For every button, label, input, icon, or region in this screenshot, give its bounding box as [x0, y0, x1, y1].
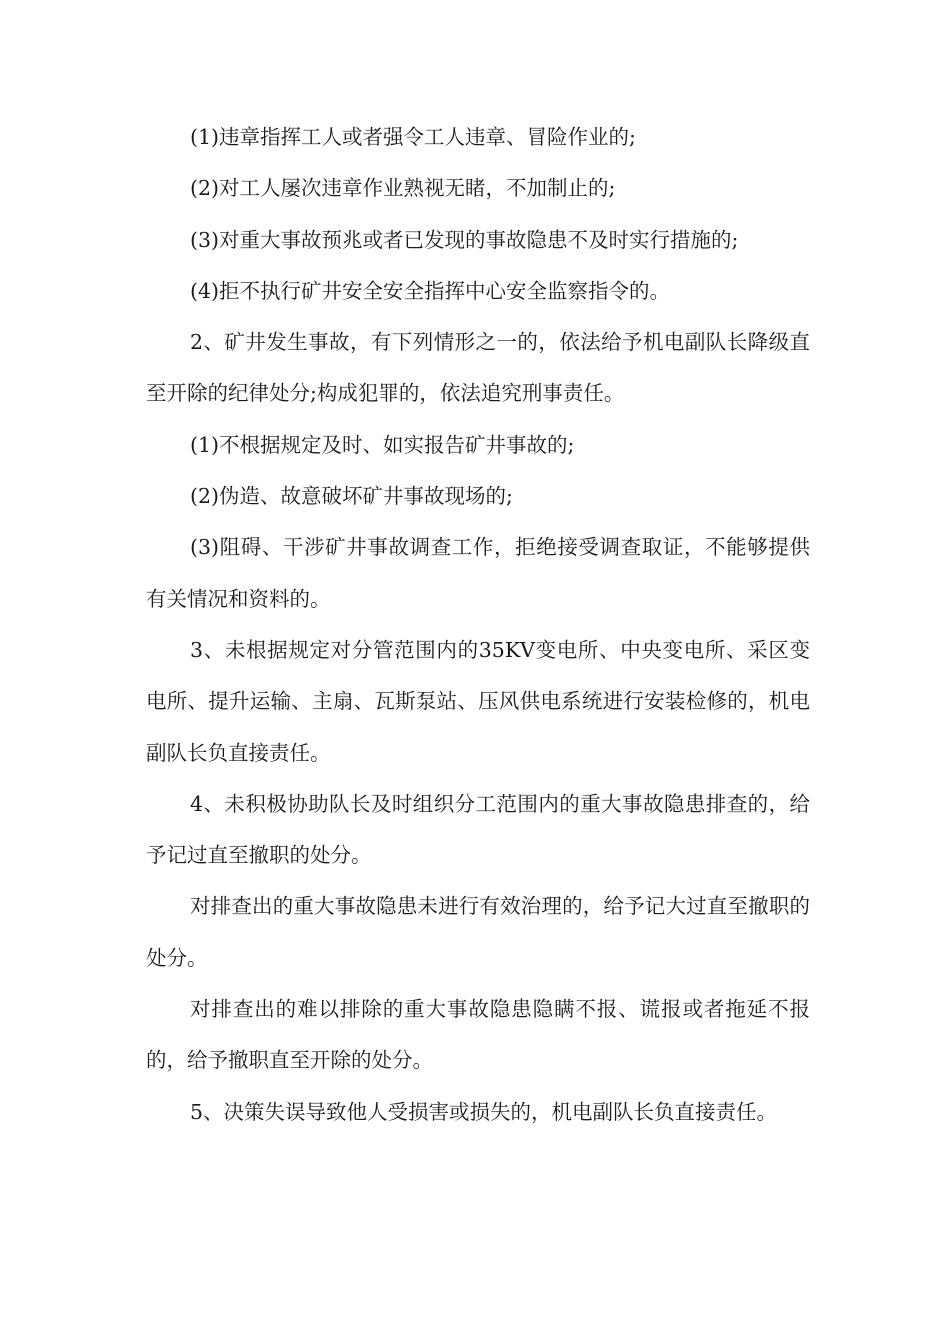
paragraph-8: (3)阻碍、干涉矿井事故调查工作，拒绝接受调查取证，不能够提供有关情况和资料的。	[146, 535, 810, 611]
document-page	[146, 112, 810, 1138]
paragraph-12: 对排查出的难以排除的重大事故隐患隐瞒不报、谎报或者拖延不报的，给予撤职直至开除的处分。	[146, 997, 810, 1073]
paragraph-5: 2、矿井发生事故，有下列情形之一的，依法给予机电副队长降级直至开除的纪律处分;构成犯罪的，依法追究刑事责任。	[146, 330, 810, 406]
paragraph-2: (2)对工人屡次违章作业熟视无睹，不加制止的;	[190, 176, 616, 201]
paragraph-3: (3)对重大事故预兆或者已发现的事故隐患不及时实行措施的;	[190, 227, 739, 252]
paragraph-13: 5、决策失误导致他人受损害或损失的，机电副队长负直接责任。	[190, 1099, 778, 1124]
paragraph-11: 对排查出的重大事故隐患未进行有效治理的，给予记大过直至撤职的处分。	[146, 894, 810, 970]
paragraph-1: (1)违章指挥工人或者强令工人违章、冒险作业的;	[190, 125, 636, 149]
paragraph-7: (2)伪造、故意破坏矿井事故现场的;	[190, 484, 513, 509]
paragraph-6: (1)不根据规定及时、如实报告矿井事故的;	[190, 432, 575, 457]
paragraph-4: (4)拒不执行矿井安全安全指挥中心安全监察指令的。	[190, 278, 671, 303]
paragraph-9: 3、未根据规定对分管范围内的35KV变电所、中央变电所、采区变电所、提升运输、主扇、瓦斯泵站、压风供电系统进行安装检修的，机电副队长负直接责任。	[146, 637, 810, 765]
paragraph-10: 4、未积极协助队长及时组织分工范围内的重大事故隐患排查的，给予记过直至撤职的处分。	[146, 791, 810, 868]
